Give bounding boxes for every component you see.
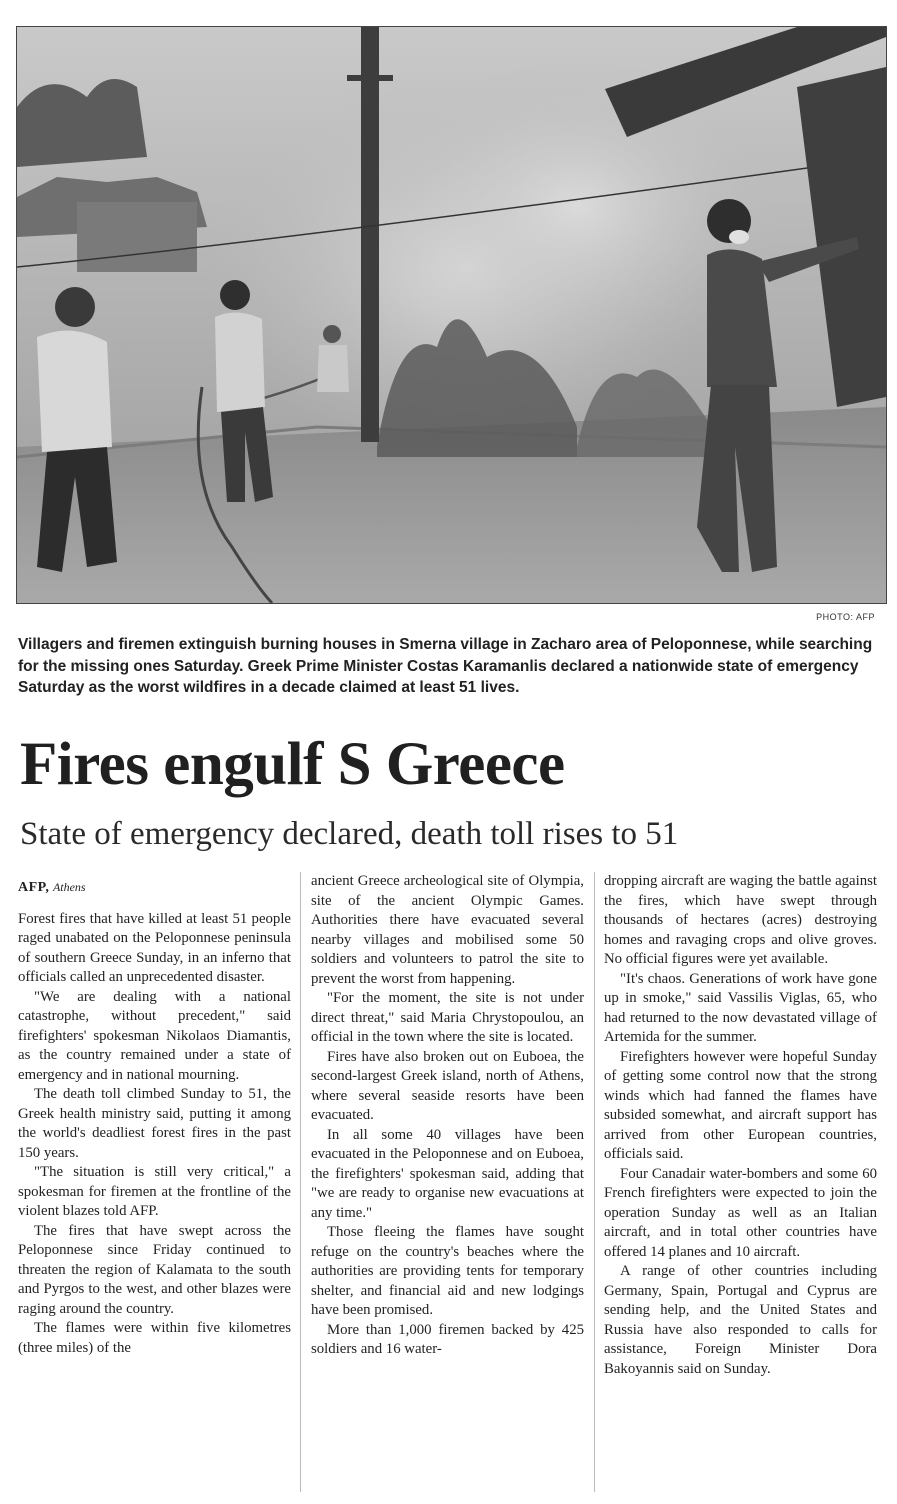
article-paragraph: Four Canadair water-bombers and some 60 French firefighters were expected to join the operation Sunday as well as an Italian aircraft, and in total other countries have offered 14 planes and 10 aircraft. — [604, 1165, 877, 1260]
headline: Fires engulf S Greece — [20, 731, 565, 798]
article-paragraph: In all some 40 villages have been evacuated in the Peloponnese and on Euboea, the firefighters' spokesman said, adding that "we are ready to organise new evacuations at any time." — [311, 1126, 584, 1221]
photo-caption: Villagers and firemen extinguish burning houses in Smerna village in Zacharo area of Peloponnese, while searching for the missing ones Saturday. Greek Prime Minister Costas Karamanlis declared a nationwide state of emergency Saturday as the worst wildfires in a decade claimed at least 51 lives. — [18, 636, 873, 696]
article-paragraph: Firefighters however were hopeful Sunday of getting some control now that the strong winds which had fanned the flames have subsided somewhat, and aircraft support has arrived from other European countries, officials said. — [604, 1048, 877, 1162]
column-divider — [594, 872, 595, 1492]
article-paragraph: The death toll climbed Sunday to 51, the Greek health ministry said, putting it among the world's deadliest forest fires in the past 150 years. — [18, 1086, 291, 1161]
article-column-3 — [604, 872, 877, 1379]
dateline-agency: AFP, — [18, 880, 50, 895]
photo-credit: PHOTO: AFP — [816, 612, 875, 622]
dateline-place: Athens — [52, 880, 86, 894]
article-paragraph: "The situation is still very critical," a spokesman for firemen at the frontline of the violent blazes told AFP. — [18, 1164, 291, 1219]
article-paragraph: A range of other countries including Germany, Spain, Portugal and Cyprus are sending help, and the United States and Russia have also responded to calls for assistance, Foreign Minister Dora Bakoyannis said on Sunday. — [604, 1263, 877, 1377]
wildfire-scene-illustration — [17, 27, 886, 603]
article-paragraph: The flames were within five kilometres (three miles) of the — [18, 1320, 291, 1356]
article-paragraph: "We are dealing with a national catastrophe, without precedent," said firefighters' spokesman Nikolaos Diamantis, as the country remained under a state of emergency and in national mourning. — [18, 988, 291, 1083]
article-column-2 — [311, 872, 584, 1360]
dateline — [18, 878, 291, 898]
article-paragraph: ancient Greece archeological site of Olympia, site of the ancient Olympic Games. Authorities there have evacuated several nearby villages and mobilised some 50 soldiers and volunteers to patrol the site to prevent the worst from happening. — [311, 873, 584, 987]
article-paragraph: Forest fires that have killed at least 51 people raged unabated on the Peloponnese peninsula of southern Greece Sunday, in an inferno that officials called an unprecedented disaster. — [18, 910, 291, 985]
article-paragraph: More than 1,000 firemen backed by 425 soldiers and 16 water- — [311, 1321, 584, 1357]
article-paragraph: "It's chaos. Generations of work have gone up in smoke," said Vassilis Viglas, 65, who had returned to the now devastated village of Artemida for the summer. — [604, 970, 877, 1045]
article-column-1 — [18, 872, 291, 1358]
article-paragraph: The fires that have swept across the Peloponnese since Friday continued to threaten the region of Kalamata to the south and Pyrgos to the west, and other blazes were raging around the country. — [18, 1222, 291, 1317]
article-paragraph: Fires have also broken out on Euboea, the second-largest Greek island, north of Athens, where several seaside resorts have been evacuated. — [311, 1048, 584, 1123]
news-photo — [16, 26, 887, 604]
article-paragraph: dropping aircraft are waging the battle against the fires, which have swept through thousands of hectares (acres) destroying homes and ravaging crops and olive groves. No official figures were yet available. — [604, 873, 877, 967]
article-paragraph: Those fleeing the flames have sought refuge on the country's beaches where the authorities are providing tents for temporary shelter, and financial aid and new lodgings have been promised. — [311, 1224, 584, 1318]
article-paragraph: "For the moment, the site is not under direct threat," said Maria Chrystopoulou, an official in the town where the site is located. — [311, 990, 584, 1045]
subheadline: State of emergency declared, death toll rises to 51 — [20, 816, 679, 852]
column-divider — [300, 872, 301, 1492]
